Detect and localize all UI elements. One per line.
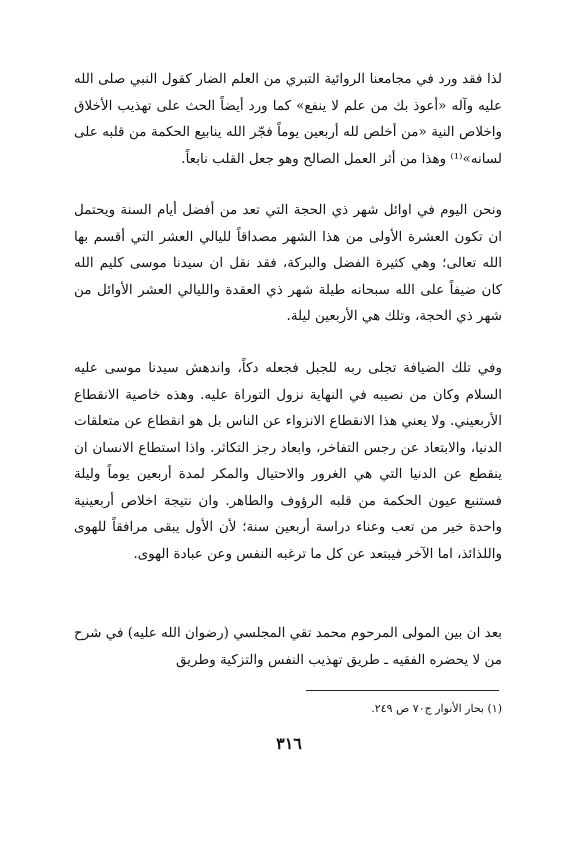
page-number: ٣١٦ xyxy=(276,734,302,753)
paragraph-3: وفي تلك الضيافة تجلى ربه للجبل فجعله دكاً، واندهش سيدنا موسى عليه السلام وكان من نصيبه في النهاية نزول التوراة عليه. وهذه خاصية الانقطاع الأربعيني. ولا يعني هذا الانقطاع الانزواء عن الناس بل هو انقطاع عن متعلقات الدنيا، والابتعاد عن رجس التفاخر، وابعاد رجز التكاثر. واذا استطاع الانسان ان ينقطع عن الدنيا التي هي الغرور والاحتيال والمكر لمدة أربعين يوماً وليلة فستنبع عيون الحكمة من قلبه الرؤوف والطاهر. وان نتيجة اخلاص أربعينية واحدة خير من تعب وعناء دراسة أربعين سنة؛ لأن الأول يبقى مرافقاً للهوى واللذائذ، اما الآخر فيبتعد عن كل ما ترغبه النفس وعن عبادة الهوى. xyxy=(74,360,502,562)
footnote-divider xyxy=(306,690,499,691)
paragraph-2: ونحن اليوم في اوائل شهر ذي الحجة التي تعد من أفضل أيام السنة ويحتمل ان تكون العشرة الأولى من هذا الشهر مصداقاً لليالي العشر التي أقسم بها الله تعالى؛ وهي كثيرة الفضل والبركة، فقد نقل ان سيدنا موسى كليم الله كان ضيفاً على الله سبحانه طيلة شهر ذي العقدة والليالي العشر الأوائل من شهر ذي الحجة، وتلك هي الأربعين ليلة. xyxy=(74,202,502,324)
paragraph-1: لذا فقد ورد في مجامعنا الروائية التبري من العلم الضار كقول النبي صلى الله عليه وآله «أعوذ بك من علم لا ينفع» كما ورد أيضاً الحث على تهذيب الأخلاق واخلاص النية «من أخلص لله أربعين يوماً فجّر الله ينابيع الحكمة من قلبه على لسانه»⁽¹⁾ وهذا من أثر العمل الصالح وهو جعل القلب نابعاً. xyxy=(74,71,502,167)
paragraph-4: بعد ان بين المولى المرحوم محمد تقي المجلسي (رضوان الله عليه) في شرح من لا يحضره الفقيه ـ طريق تهذيب النفس والتزكية وطريق xyxy=(74,625,502,668)
footnote: (١) بحار الأنوار ج٧٠ ص ٢٤٩. xyxy=(371,702,502,715)
